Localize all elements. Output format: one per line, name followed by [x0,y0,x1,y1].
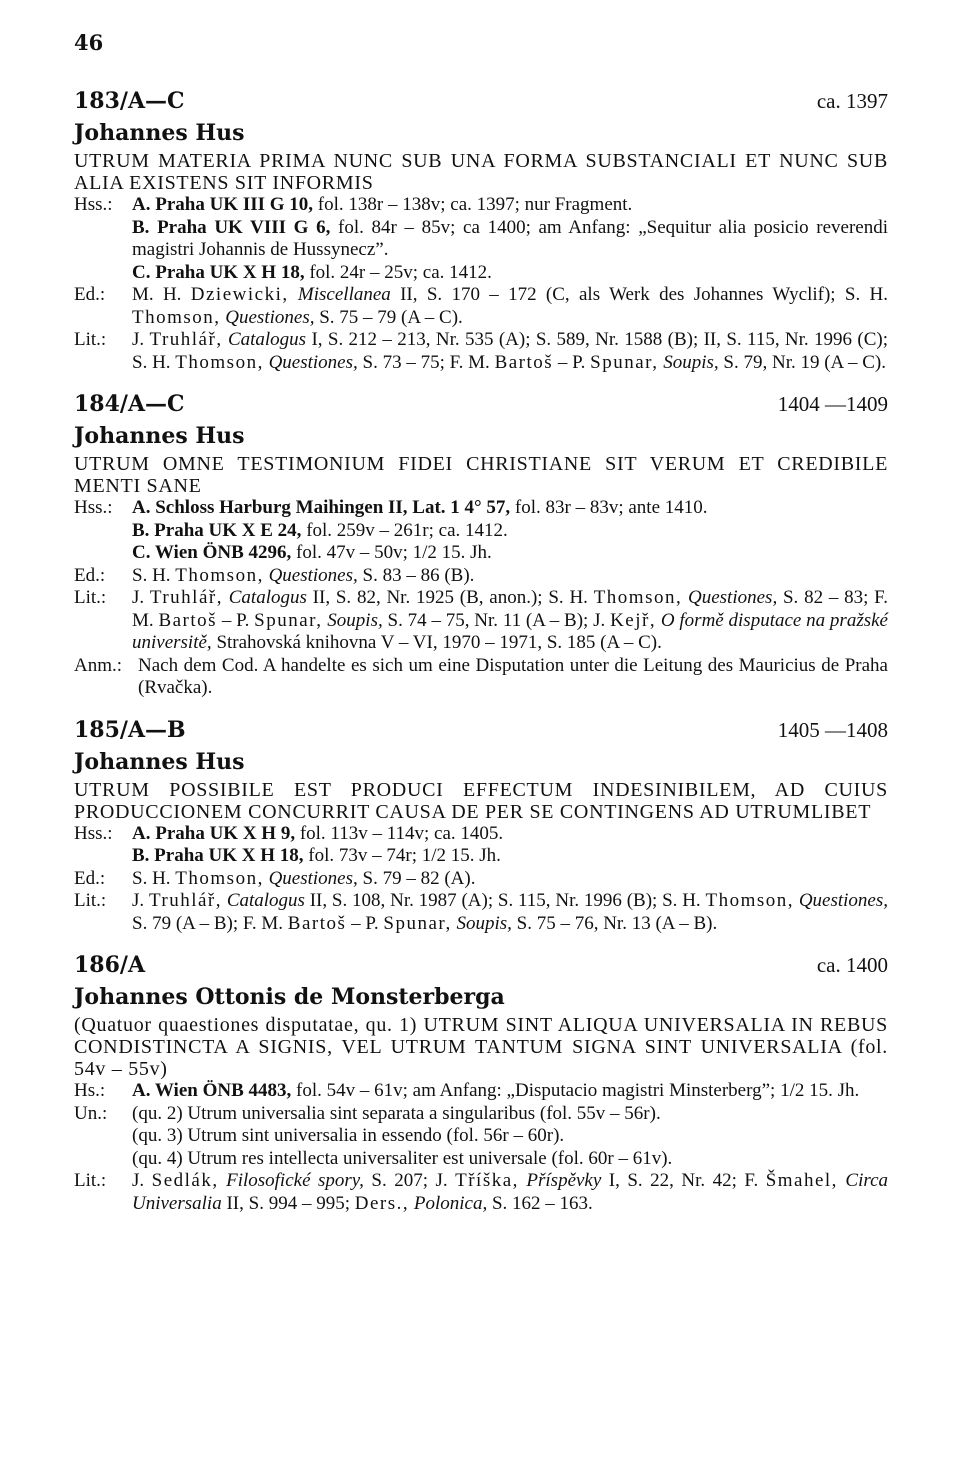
manuscript-sig: B. Praha UK VIII G 6, [132,216,331,238]
ed-author: Thomson, [175,564,264,586]
manuscript-info: fol. 83r – 83v; ante 1410. [510,497,708,518]
manuscript-item [132,262,888,285]
manuscript-item [132,217,888,262]
entry-header [74,952,888,982]
lit-work: Catalogus [222,329,307,350]
ed-part [289,284,298,305]
hss-row [74,823,888,868]
entry-id: 184/A—C [74,391,185,417]
lit-work: Circa Universalia [132,1170,888,1214]
hss-list [132,497,888,565]
lit-part: I, S. 212 – 213, Nr. 535 (A); S. 589, Nr. 1588 (B); II, S. 115, Nr. 1996 (C); S. H. [132,329,889,373]
manuscript-info: fol. 47v – 50v; 1/2 15. Jh. [291,542,492,563]
entry-184 [74,391,888,700]
ed-label: Ed.: [74,564,106,586]
lit-author: Spunar, [254,609,323,631]
ed-part: S. 75 – 79 (A – C). [314,306,463,328]
lit-author: Ders., [354,1192,410,1214]
manuscript-sig: B. Praha UK X E 24, [132,519,302,541]
lit-author: Spunar, [383,912,452,934]
hss-row [74,194,888,284]
un-list [132,1103,888,1171]
entry-date: 1404 —1409 [777,392,888,416]
ed-label: Ed.: [74,867,106,889]
ed-author: Thomson, [132,306,221,328]
lit-row [74,1170,888,1215]
entry-id: 183/A—C [74,88,185,114]
manuscript-sig: A. Praha UK III G 10, [132,194,314,215]
ed-text [132,868,888,891]
manuscript-sig: A. Praha UK X H 9, [132,822,296,844]
entry-date: ca. 1397 [816,89,888,113]
manuscript-sig: A. Schloss Harburg Maihingen II, Lat. 1 4° 57, [132,497,511,518]
lit-part: J. [132,587,150,608]
work-title: UTRUM OMNE TESTIMONIUM FIDEI CHRISTIANE SIT VERUM ET CREDIBILE MENTI SANE [74,453,888,497]
hs-row [74,1080,888,1103]
lit-work: Questiones, [263,351,358,373]
ed-part: S. H. [132,564,176,586]
lit-author: Tříška, [455,1170,519,1191]
lit-part: – P. [346,912,384,934]
ed-work: Questiones, [268,564,358,586]
lit-label: Lit.: [74,890,107,911]
manuscript-sig: A. Wien ÖNB 4483, [132,1080,292,1101]
entry-date: ca. 1400 [816,953,888,977]
lit-part: II, S. 994 – 995; [221,1192,355,1214]
manuscript-sig: C. Praha UK X H 18, [132,261,305,283]
lit-part: J. [132,1170,152,1191]
lit-part: Strahovská knihovna V – VI, 1970 – 1971, S. 185 (A – C). [211,632,662,653]
lit-author: Spunar, [590,351,659,373]
anm-row [74,655,888,700]
manuscript-info: fol. 54v – 61v; am Anfang: „Disputacio magistri Minsterberg”; 1/2 15. Jh. [291,1080,860,1101]
entry-header [74,717,888,747]
ed-part: S. 83 – 86 (B). [357,564,475,586]
hss-label: Hss.: [74,497,113,518]
lit-work: Soupis, [322,609,383,631]
manuscript-item [132,497,888,520]
lit-author: Truhlář, [149,329,223,350]
entry-date: 1405 —1408 [777,717,888,742]
lit-work: O formě disputace na pražské universitě, [132,609,888,653]
ed-part: S. H. [132,867,176,889]
work-title: UTRUM MATERIA PRIMA NUNC SUB UNA FORMA SUBSTANCIALI ET NUNC SUB ALIA EXISTENS SIT INFORMIS [74,150,888,194]
lit-part: II, S. 108, Nr. 1987 (A); S. 115, Nr. 1996 (B); S. H. [304,890,706,911]
lit-part: S. 75 – 76, Nr. 13 (A – B). [511,912,718,934]
ed-work: Questiones, [225,306,315,328]
lit-part: S. 73 – 75; F. M. [357,351,495,373]
lit-author: Bartoš [287,912,347,934]
lit-row [74,890,888,935]
lit-part: S. 162 – 163. [487,1192,593,1214]
lit-author: Truhlář, [149,587,223,608]
un-label: Un.: [74,1102,108,1124]
lit-work: Filosofické spory, [218,1170,364,1191]
lit-author: Šmahel, [765,1170,838,1191]
page-number: 46 [74,30,104,55]
lit-work: Soupis, [658,351,719,373]
lit-part: S. 79 (A – B); F. M. [132,912,288,934]
question-item: (qu. 2) Utrum universalia sint separata a singularibus (fol. 55v – 56r). [132,1102,661,1124]
ed-row [74,565,888,588]
ed-work: Miscellanea [297,284,391,305]
manuscript-item [132,520,888,543]
lit-part: S. 79, Nr. 19 (A – C). [718,351,886,373]
lit-author: Sedlák, [151,1170,219,1191]
lit-text [132,890,888,935]
lit-work: Questiones, [682,587,778,608]
ed-author: Dziewicki, [190,284,289,305]
ed-row [74,284,888,329]
question-item: (qu. 4) Utrum res intellecta universaliter est universale (fol. 60r – 61v). [132,1147,673,1169]
ed-work: Questiones, [268,867,358,889]
lit-work: Catalogus [222,587,307,608]
hs-label: Hs.: [74,1080,106,1101]
ed-label: Ed.: [74,284,106,305]
lit-text [132,1170,888,1215]
entry-header [74,391,888,421]
ed-row [74,868,888,891]
lit-author: Thomson, [705,890,795,911]
lit-label: Lit.: [74,1170,107,1191]
hss-list [132,823,888,868]
lit-part: S. 82 – 83; F. M. [132,587,888,631]
manuscript-info: fol. 138r – 138v; ca. 1397; nur Fragment. [313,194,633,215]
entry-id: 185/A—B [74,716,186,743]
hss-row [74,497,888,565]
ed-author: Thomson, [175,867,264,889]
lit-part: II, S. 82, Nr. 1925 (B, anon.); S. H. [306,587,594,608]
lit-author: Bartoš [494,351,554,373]
manuscript-info: fol. 84r – 85v; ca 1400; am Anfang: „Sequitur alia posicio reverendi magistri Johannis de Hussynecz”. [132,216,889,260]
page [74,30,888,1232]
anm-text: Nach dem Cod. A handelte es sich um eine Disputation unter die Leitung des Mauricius de Praha (Rvačka). [138,654,888,698]
hss-label: Hss.: [74,194,113,215]
lit-part: J. [132,329,150,350]
lit-work: Polonica, [409,1192,488,1214]
lit-text [132,587,888,655]
lit-part: S. 207; J. [363,1170,456,1191]
manuscript-item [132,1080,888,1103]
lit-row [74,329,888,374]
manuscript-item [132,845,888,868]
manuscript-info: fol. 73v – 74r; 1/2 15. Jh. [303,845,501,866]
lit-work: Soupis, [451,912,512,934]
manuscript-sig: B. Praha UK X H 18, [132,845,304,866]
ed-text [132,284,888,329]
entry-header [74,88,888,118]
lit-part: S. 74 – 75, Nr. 11 (A – B); J. [382,609,611,631]
author: Johannes Hus [74,748,245,775]
lit-author: Kejř, [610,609,657,631]
work-title: UTRUM POSSIBILE EST PRODUCI EFFECTUM INDESINIBILEM, AD CUIUS PRODUCCIONEM CONCURRIT CAUSA DE PER SE CONTINGENS AD UTRUMLIBET [74,778,888,823]
entry-186 [74,952,888,1215]
lit-author: Truhlář, [148,890,223,911]
anm-label: Anm.: [74,654,123,676]
ed-part: II, S. 170 – 172 (C, als Werk des Johannes Wyclif); S. H. [390,284,888,305]
lit-part: I, S. 22, Nr. 42; F. [601,1170,766,1191]
un-row [74,1103,888,1171]
entry-185 [74,717,888,936]
manuscript-info: fol. 24r – 25v; ca. 1412. [304,261,492,283]
lit-work: Questiones, [794,890,888,911]
manuscript-item [132,194,888,217]
lit-label: Lit.: [74,587,107,608]
lit-label: Lit.: [74,329,107,350]
lit-work: Catalogus [222,890,305,911]
manuscript-info: fol. 113v – 114v; ca. 1405. [295,822,504,844]
manuscript-item [132,542,888,565]
entry-183 [74,88,888,374]
lit-author: Thomson, [593,587,683,608]
lit-part: – P. [217,609,255,631]
ed-part: S. 79 – 82 (A). [357,867,476,889]
manuscript-info: fol. 259v – 261r; ca. 1412. [301,519,508,541]
hss-label: Hss.: [74,822,113,844]
author: Johannes Hus [74,423,245,449]
lit-text [132,329,888,374]
author: Johannes Ottonis de Monsterberga [74,984,505,1010]
lit-row [74,587,888,655]
ed-text [132,565,888,588]
lit-work: Příspěvky [518,1170,602,1191]
work-title: (Quatuor quaestiones disputatae, qu. 1) UTRUM SINT ALIQUA UNIVERSALIA IN REBUS CONDISTINCTA A SIGNIS, VEL UTRUM TANTUM SIGNA SINT UNIVERSALIA (fol. 54v – 55v) [74,1014,888,1080]
ed-part: M. H. [132,284,191,305]
hss-list [132,194,888,284]
entry-id: 186/A [74,952,146,978]
lit-part: – P. [553,351,591,373]
author: Johannes Hus [74,120,245,146]
question-item: (qu. 3) Utrum sint universalia in essendo (fol. 56r – 60r). [132,1125,565,1146]
manuscript-item [132,823,888,846]
lit-part: J. [132,890,149,911]
manuscript-sig: C. Wien ÖNB 4296, [132,542,292,563]
lit-author: Thomson, [175,351,264,373]
lit-author: Bartoš [158,609,218,631]
